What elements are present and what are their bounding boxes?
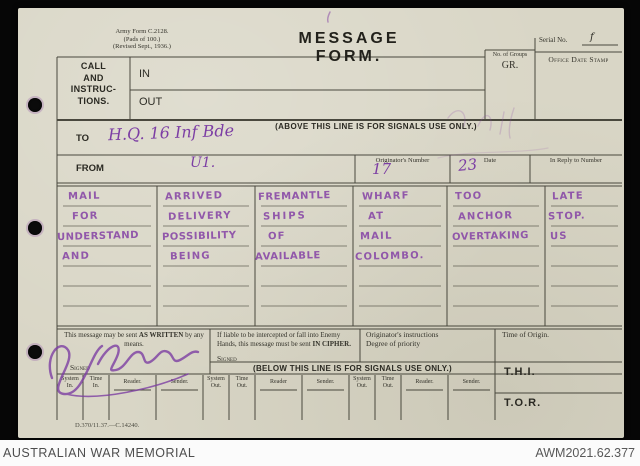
message-word: US <box>549 230 568 243</box>
message-word: ARRIVED <box>164 190 224 203</box>
message-word: BEING <box>169 250 211 263</box>
message-word: UNDERSTAND <box>56 229 140 244</box>
message-word: WHARF <box>361 190 410 203</box>
punch-hole-middle <box>28 221 42 235</box>
as-written-bold: AS WRITTEN <box>138 331 184 339</box>
accession-number: AWM2021.62.377 <box>535 446 635 460</box>
signal-col-sender: Sender. <box>316 379 335 385</box>
signal-col-system-in: System In. <box>61 376 79 389</box>
signal-col-system-out: System Out. <box>207 376 225 389</box>
cipher-bold: IN CIPHER. <box>312 339 351 348</box>
originator-instructions <box>366 330 438 348</box>
signed-label-middle: Signed <box>217 354 237 363</box>
from-value-handwriting: U1. <box>190 155 216 171</box>
serial-no-value: f <box>590 32 594 43</box>
call-line: INSTRUC- <box>70 84 117 94</box>
form-reference <box>86 28 198 51</box>
call-line: CALL <box>80 61 107 71</box>
originators-number-label: Originator's Number <box>375 157 430 164</box>
message-word: OF <box>267 230 286 243</box>
below-line-note: (BELOW THIS LINE IS FOR SIGNALS USE ONLY.) <box>253 364 452 373</box>
as-written-post: by any means. <box>124 331 204 348</box>
message-word: COLOMBO. <box>354 250 425 263</box>
to-value-handwriting: H.Q. 16 Inf Bde <box>107 120 235 145</box>
time-of-origin-label: Time of Origin. <box>502 330 550 339</box>
call-line: AND <box>83 72 104 83</box>
cipher-pre: If liable to be intercepted or fall into Enemy Hands, this message must be sent <box>217 331 341 348</box>
call-and-instructions-label <box>57 61 130 107</box>
originator-instructions-line: Degree of priority <box>366 339 421 348</box>
originator-instructions-line: Originator's instructions <box>366 330 439 339</box>
in-reply-label: In Reply to Number <box>549 157 603 164</box>
message-word: STOP. <box>547 210 586 223</box>
signal-col-sender: Sender. <box>170 379 189 385</box>
form-reference-line: Army Form C.2128. <box>115 28 169 35</box>
signed-label-left: Signed <box>70 363 90 372</box>
signal-col-system-out: System Out. <box>353 376 371 389</box>
originators-number-value: 17 <box>372 160 392 178</box>
to-label: TO <box>76 133 90 144</box>
awm-footer <box>0 440 640 466</box>
message-word: MAIL <box>359 230 393 243</box>
document-paper <box>18 8 624 438</box>
message-word: POSSIBILITY <box>161 230 237 243</box>
pencil-marks <box>318 8 578 178</box>
as-written-pre: This message may be sent <box>64 331 139 339</box>
in-row-label: IN <box>139 68 150 80</box>
signature-flourish <box>38 316 218 406</box>
serial-no-label: Serial No. <box>539 36 568 44</box>
signal-col-reader: Reader. <box>415 379 434 385</box>
message-word: DELIVERY <box>167 210 232 223</box>
out-row-label: OUT <box>139 96 163 108</box>
institution-name: AUSTRALIAN WAR MEMORIAL <box>3 446 196 460</box>
message-word: LATE <box>551 190 584 203</box>
signal-col-reader: Reader <box>270 379 287 385</box>
message-word: SHIPS <box>262 210 307 223</box>
message-word: OVERTAKING <box>451 229 530 244</box>
message-word: TOO <box>454 190 483 203</box>
signal-col-time-out: Time Out. <box>235 376 249 389</box>
form-reference-line: (Pads of 100.) <box>123 35 161 43</box>
tor-label: T.O.R. <box>504 397 542 409</box>
call-line: TIONS. <box>77 95 110 106</box>
above-line-note: (ABOVE THIS LINE IS FOR SIGNALS USE ONLY.) <box>275 122 477 131</box>
signal-col-time-in: Time In. <box>89 376 103 389</box>
message-word: AT <box>367 210 385 223</box>
signal-col-reader: Reader. <box>123 379 142 385</box>
date-value: 23 <box>457 155 478 175</box>
form-reference-line: (Revised Sept., 1936.) <box>113 43 171 50</box>
office-date-stamp-label: Office Date Stamp <box>548 55 609 64</box>
message-word: MAIL <box>67 190 101 203</box>
no-of-groups-value: GR. <box>501 60 519 71</box>
punch-hole-top <box>28 98 42 112</box>
message-word: FOR <box>71 210 99 223</box>
cipher-note <box>217 331 355 348</box>
message-word: AND <box>61 250 91 263</box>
message-word: ANCHOR <box>457 210 514 223</box>
message-word: FREMANTLE <box>257 190 331 203</box>
message-word: AVAILABLE <box>254 250 322 263</box>
thi-label: T.H.I. <box>504 366 536 378</box>
printer-imprint: D.370/11.37.—C.14240. <box>75 422 140 429</box>
signal-col-sender: Sender. <box>462 379 481 385</box>
no-of-groups-label: No. of Groups <box>492 52 528 58</box>
signal-col-time-out: Time Out. <box>381 376 395 389</box>
from-label: FROM <box>76 163 104 174</box>
form-title: MESSAGE FORM. <box>298 30 400 65</box>
date-label: Date <box>483 157 497 164</box>
